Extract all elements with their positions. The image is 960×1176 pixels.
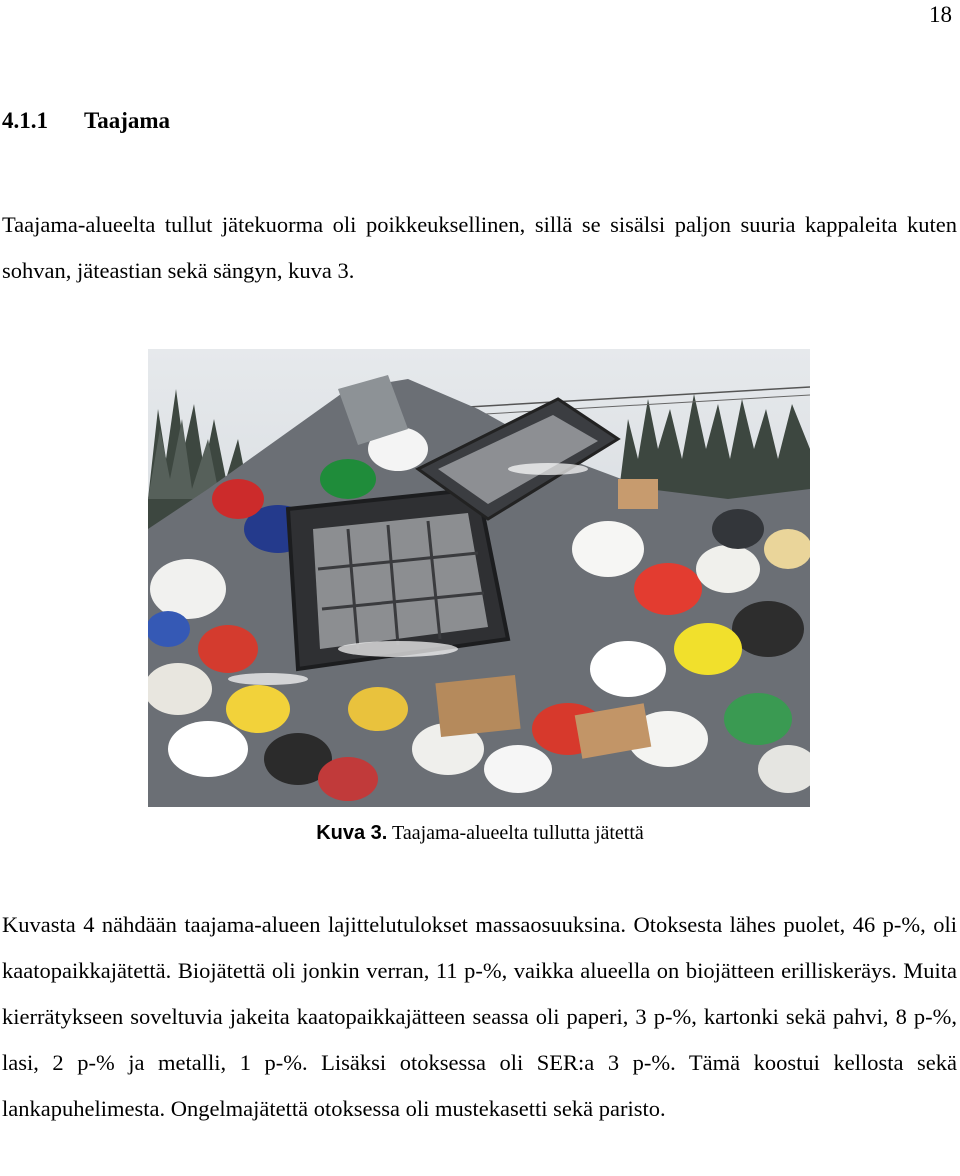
caption-label: Kuva 3. bbox=[316, 822, 388, 844]
figure-caption bbox=[0, 822, 960, 845]
waste-pile-photo bbox=[148, 349, 810, 807]
waste-pile-illustration bbox=[148, 349, 810, 807]
section-number: 4.1.1 bbox=[2, 108, 48, 133]
caption-text: Taajama-alueelta tullutta jätettä bbox=[387, 822, 644, 844]
results-paragraph: Kuvasta 4 nähdään taajama-alueen lajittelutulokset massaosuuksina. Otoksesta lähes puolet, 46 p-%, oli kaatopaikkajätettä. Biojätettä oli jonkin verran, 11 p-%, vaikka alueella on biojätteen erilliskeräys. Muita kierrätykseen soveltuvia jakeita kaatopaikkajätteen seassa oli paperi, 3 p-%, kartonki sekä pahvi, 8 p-%, lasi, 2 p-% ja metalli, 1 p-%. Lisäksi otoksessa oli SER:a 3 p-%. Tämä koostui kellosta sekä lankapuhelimesta. Ongelmajätettä otoksessa oli mustekasetti sekä paristo. bbox=[2, 912, 957, 1121]
section-title: Taajama bbox=[84, 108, 171, 133]
intro-paragraph: Taajama-alueelta tullut jätekuorma oli poikkeuksellinen, sillä se sisälsi paljon suuria kappaleita kuten sohvan, jäteastian sekä sängyn, kuva 3. bbox=[2, 212, 957, 283]
page-number: 18 bbox=[929, 2, 952, 27]
section-heading bbox=[2, 108, 170, 134]
